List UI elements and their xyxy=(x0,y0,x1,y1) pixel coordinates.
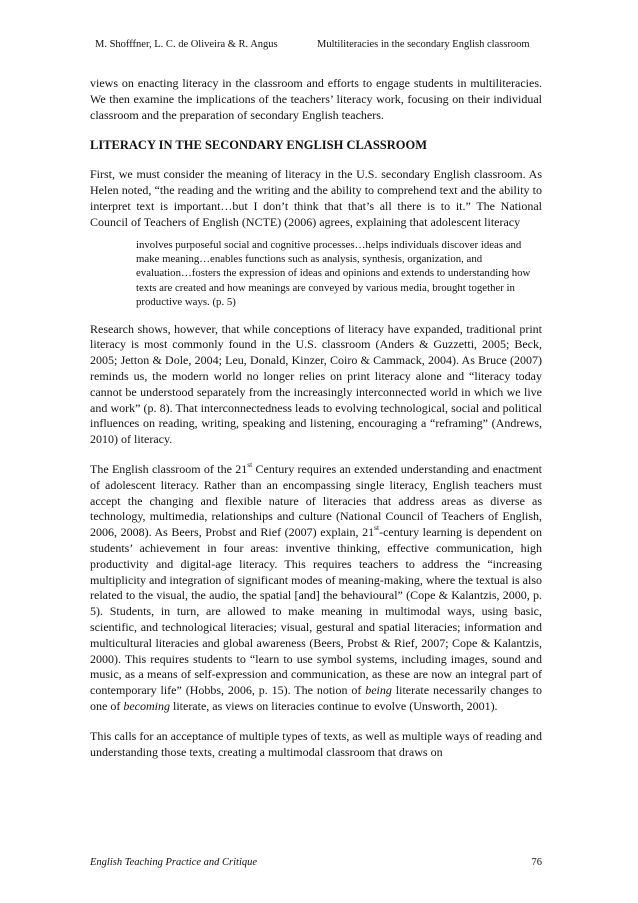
text-run: literate, as views on literacies continue to evolve (Unsworth, 2001). xyxy=(169,698,498,713)
body-text xyxy=(90,76,542,774)
text-run: The English classroom of the 21 xyxy=(90,461,248,476)
block-quote: involves purposeful social and cognitive processes…helps individuals discover ideas and make meaning…enables functions such as analysis, synthesis, organization, and evaluation…fosters the expression of ideas and opinions and extends to understanding how texts are created and how meanings are conveyed by various media, brought together in productive ways. (p. 5) xyxy=(136,238,531,309)
paragraph-first: First, we must consider the meaning of literacy in the U.S. secondary English classroom. As Helen noted, “the reading and the writing and the ability to comprehend text and the ability to interpret text is important…but I don’t think that that’s all there is to it.” The National Council of Teachers of English (NCTE) (2006) agrees, explaining that adolescent literacy xyxy=(90,167,542,229)
intro-paragraph: views on enacting literacy in the classroom and efforts to engage students in multiliteracies. We then examine the implications of the teachers’ literacy work, focusing on their individual classroom and the preparation of secondary English teachers. xyxy=(90,76,542,122)
footer-journal-name: English Teaching Practice and Critique xyxy=(90,857,258,868)
page-number: 76 xyxy=(531,857,542,868)
emphasis-becoming: becoming xyxy=(123,698,170,713)
emphasis-being: being xyxy=(365,683,392,698)
section-heading: LITERACY IN THE SECONDARY ENGLISH CLASSROOM xyxy=(90,138,428,153)
header-authors: M. Shofffner, L. C. de Oliveira & R. Angus xyxy=(95,39,278,50)
superscript: st xyxy=(247,459,253,469)
text-run: Century requires an extended understanding and enactment of adolescent literacy. Rather than an encompassing single literacy, English teachers must accept the changing and flexible nature of literacies that address areas as diverse as technology, multimedia, relationships and culture (National Council of Teachers of English, 2006, 2008). As Beers, Probst and Rief (2007) explain, 21 xyxy=(90,461,542,540)
text-run: literate necessarily changes to one of xyxy=(90,683,542,713)
paragraph-calls: This calls for an acceptance of multiple types of texts, as well as multiple ways of reading and understanding those texts, creating a multimodal classroom that draws on xyxy=(90,728,542,759)
superscript: st xyxy=(374,523,380,533)
paragraph-research: Research shows, however, that while conceptions of literacy have expanded, traditional print literacy is most commonly found in the U.S. classroom (Anders & Guzzetti, 2005; Beck, 2005; Jetton & Dole, 2004; Leu, Donald, Kinzer, Coiro & Cammack, 2004). As Bruce (2007) reminds us, the modern world no longer relies on print literacy alone and “literacy today cannot be understood separately from the increasingly interconnected world in which we live and work” (p. 8). That interconnectedness leads to evolving technological, social and political influences on reading, writing, speaking and listening, encouraging a “reframing” (Andrews, 2010) of literacy. xyxy=(90,321,542,447)
text-run: -century learning is dependent on students’ achievement in four areas: inventive thinking, effective communication, high productivity and digital-age literacy. This requires teachers to address the “increasing multiplicity and integration of significant modes of meaning-making, where the textual is also related to the visual, the audio, the spatial [and] the behavioural” (Cope & Kalantzis, 2000, p. 5). Students, in turn, are allowed to make meaning in multimodal ways, using basic, scientific, and technological literacies; visual, gestural and spatial literacies; information and multicultural literacies and global awareness (Beers, Probst & Rief, 2007; Cope & Kalantzis, 2000). This requires students to “learn to use symbol systems, including images, sound and music, as a means of self-expression and communication, as these are now an integral part of contemporary life” (Hobbs, 2006, p. 15). The notion of xyxy=(90,525,542,698)
paragraph-21st-century xyxy=(90,459,542,715)
header-running-title: Multiliteracies in the secondary English classroom xyxy=(317,39,530,50)
